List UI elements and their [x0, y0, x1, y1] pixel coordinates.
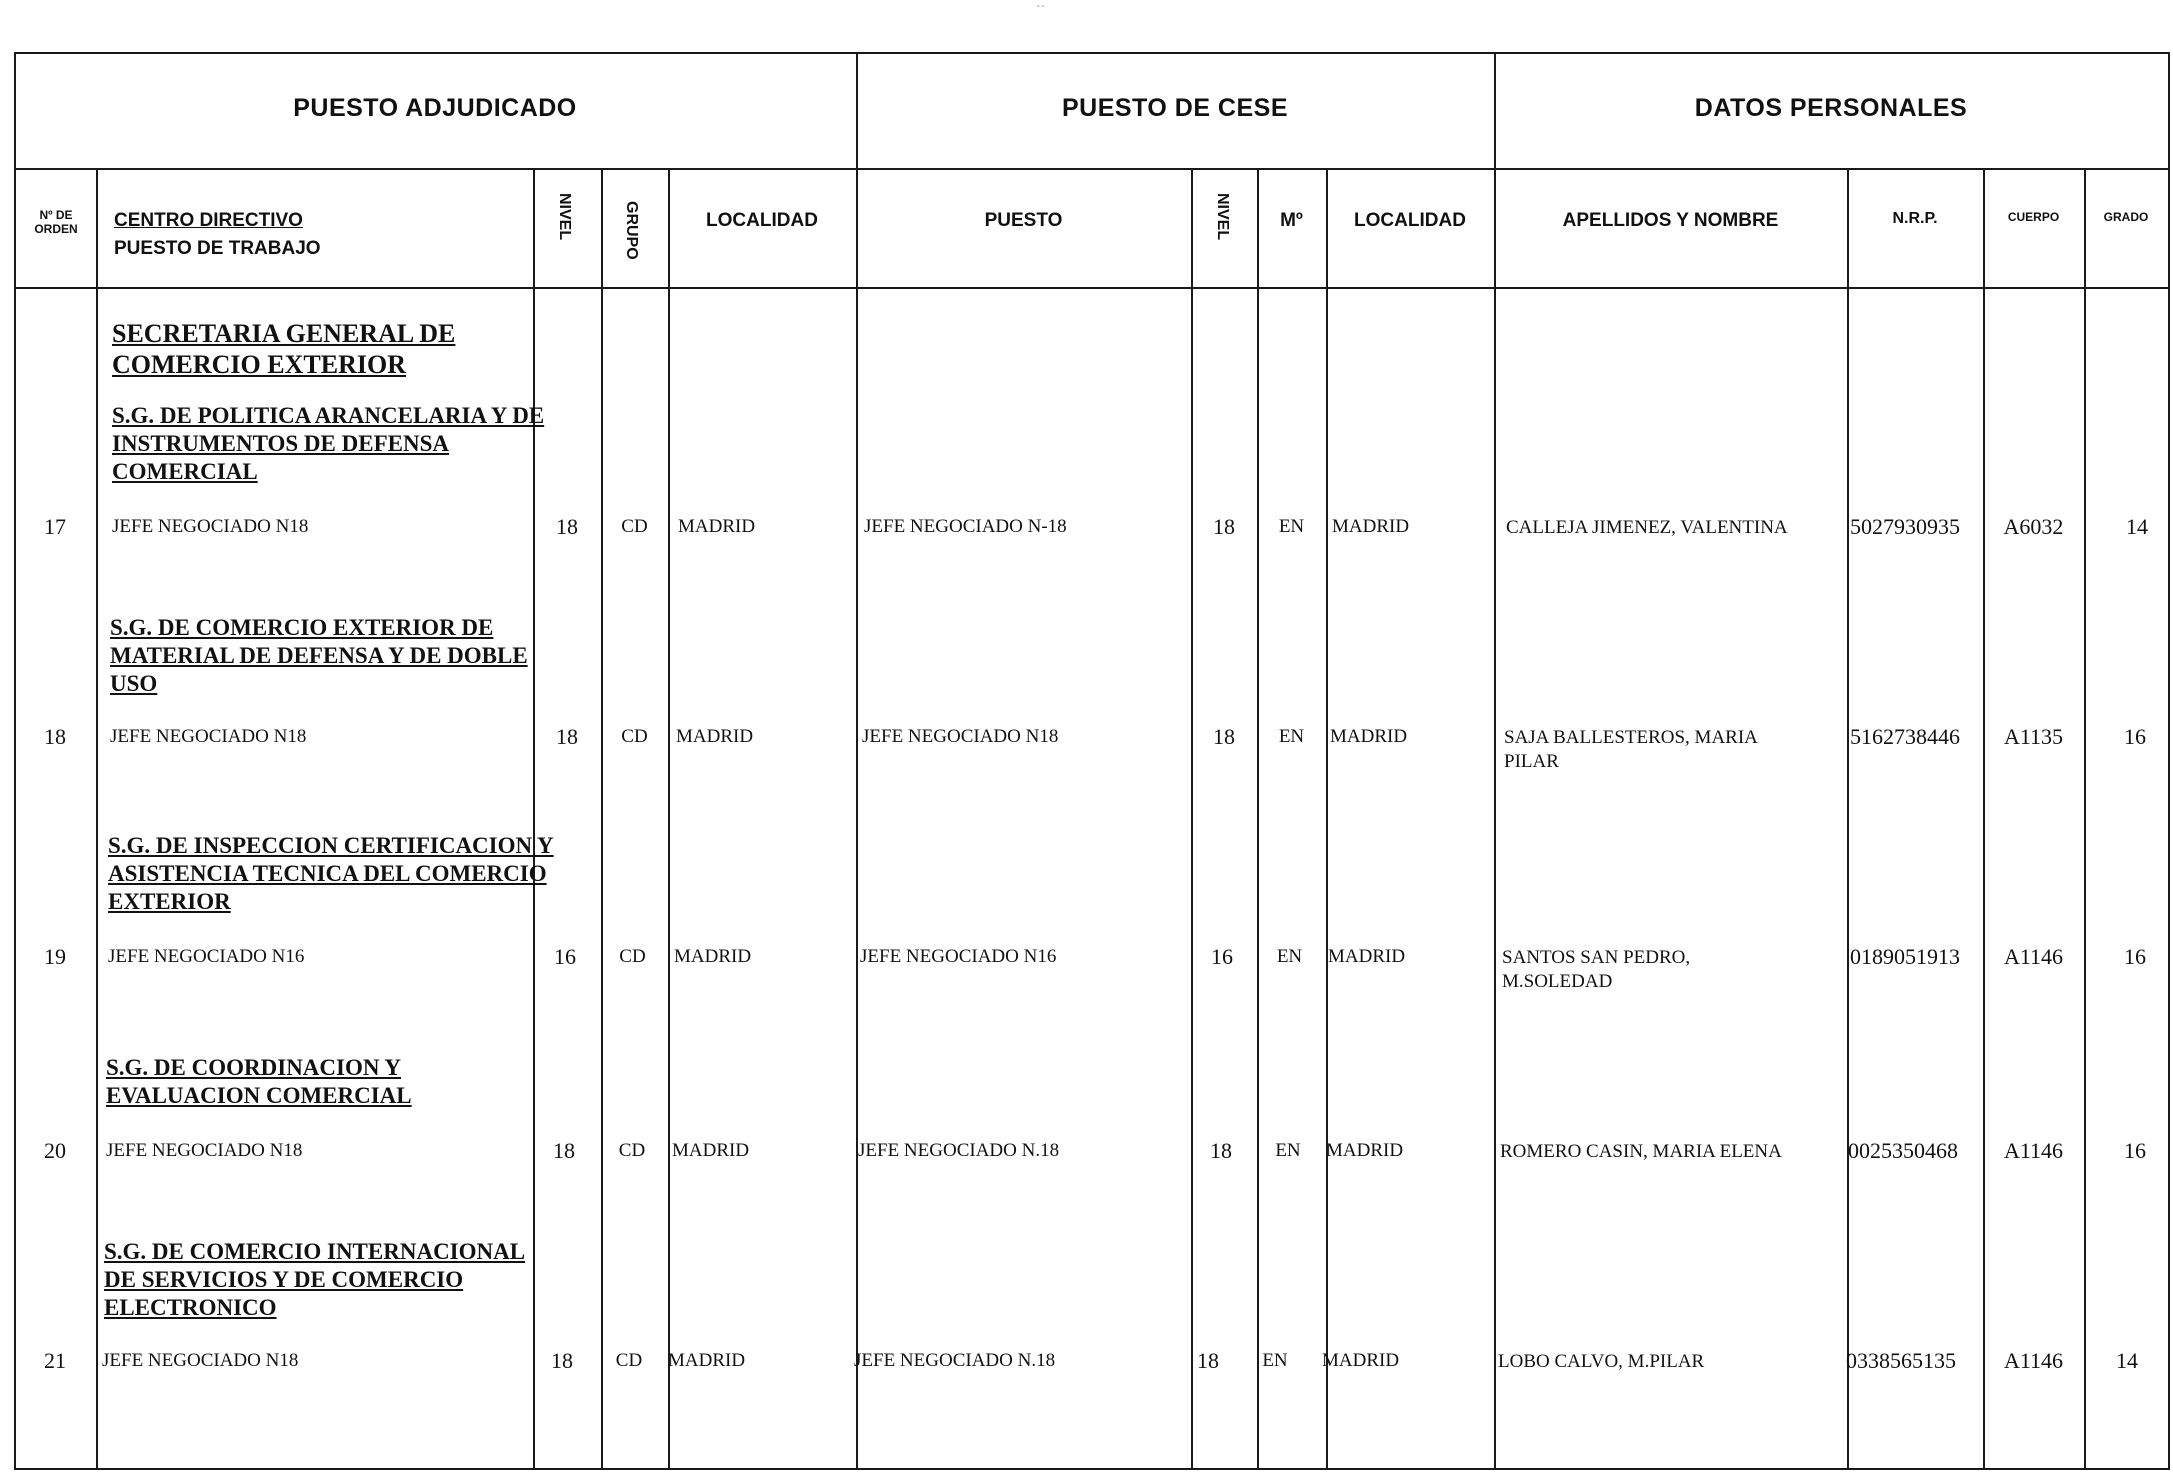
- row-nivel: 16: [554, 944, 576, 969]
- row-localidad: MADRID: [668, 1350, 746, 1371]
- row-nivel-cese: 18: [1210, 1138, 1232, 1163]
- row-nivel: 18: [551, 1348, 573, 1373]
- row-apellidos-nombre: ROMERO CASIN, MARIA ELENA: [1500, 1141, 1782, 1162]
- row-puesto-cese: JEFE NEGOCIADO N18: [862, 726, 1059, 747]
- col-line-cuerpo: [1983, 168, 1985, 1468]
- row-cuerpo: A1146: [2003, 944, 2064, 969]
- row-orden: 20: [44, 1138, 66, 1163]
- table-bottom-border: [14, 1468, 2170, 1470]
- col-header-nivel-cese: NIVEL: [1214, 193, 1231, 241]
- table-top-border: [14, 52, 2170, 54]
- row-nivel-cese: 18: [1213, 724, 1235, 749]
- row-orden: 19: [44, 944, 66, 969]
- col-header-nrp: N.R.P.: [1892, 210, 1938, 227]
- row-nrp: 0025350468: [1848, 1138, 1958, 1163]
- row-ministerio: EN: [1278, 516, 1305, 537]
- row-grado: 14: [2116, 1348, 2138, 1373]
- col-line-nivel: [533, 168, 535, 1468]
- section-divider-2: [1494, 52, 1496, 1468]
- row-ministerio: EN: [1276, 946, 1303, 967]
- row-nivel-cese: 18: [1213, 514, 1235, 539]
- row-localidad: MADRID: [676, 726, 754, 747]
- col-header-localidad: LOCALIDAD: [706, 210, 818, 231]
- col-header-cuerpo: CUERPO: [2007, 210, 2060, 224]
- row-cuerpo: A1146: [2003, 1348, 2064, 1373]
- row-department: S.G. DE COMERCIO INTERNACIONAL DE SERVICIOS Y DE COMERCIO ELECTRONICO: [104, 1239, 526, 1320]
- col-line-nrp: [1847, 168, 1849, 1468]
- row-grado: 16: [2124, 944, 2146, 969]
- row-ministerio: EN: [1278, 726, 1305, 747]
- row-grupo: CD: [621, 726, 648, 747]
- row-grupo: CD: [618, 1140, 646, 1161]
- col-line-ministerio: [1257, 168, 1259, 1468]
- col-header-centro-directivo: CENTRO DIRECTIVO: [114, 210, 303, 231]
- col-header-ministerio: Mº: [1280, 210, 1303, 231]
- row-grupo: CD: [615, 1350, 643, 1371]
- row-nivel: 18: [556, 724, 578, 749]
- col-header-nivel: NIVEL: [556, 193, 573, 241]
- row-puesto-trabajo: JEFE NEGOCIADO N18: [106, 1140, 303, 1161]
- col-line-orden: [96, 168, 98, 1468]
- row-grupo: CD: [621, 516, 648, 537]
- col-line-localidad: [668, 168, 670, 1468]
- section-divider-1: [856, 52, 858, 1468]
- row-ministerio: EN: [1275, 1140, 1301, 1161]
- row-localidad-cese: MADRID: [1322, 1350, 1400, 1371]
- row-puesto-trabajo: JEFE NEGOCIADO N18: [102, 1350, 299, 1371]
- col-header-localidad-cese: LOCALIDAD: [1354, 210, 1466, 231]
- row-department: S.G. DE POLITICA ARANCELARIA Y DE INSTRUMENTOS DE DEFENSA COMERCIAL: [112, 403, 545, 484]
- row-orden: 17: [44, 514, 66, 539]
- row-localidad-cese: MADRID: [1332, 516, 1410, 537]
- row-ministerio: EN: [1262, 1350, 1288, 1371]
- col-header-puesto-trabajo: PUESTO DE TRABAJO: [114, 238, 321, 259]
- row-grado: 16: [2124, 724, 2146, 749]
- row-localidad-cese: MADRID: [1328, 946, 1406, 967]
- row-localidad-cese: MADRID: [1330, 726, 1408, 747]
- col-line-grupo: [601, 168, 603, 1468]
- row-apellidos-nombre: LOBO CALVO, M.PILAR: [1498, 1351, 1705, 1372]
- row-department: S.G. DE COMERCIO EXTERIOR DE MATERIAL DE DEFENSA Y DE DOBLE USO: [110, 615, 528, 696]
- row-grupo: CD: [619, 946, 646, 967]
- row-nivel-cese: 16: [1211, 944, 1233, 969]
- section-puesto-cese: PUESTO DE CESE: [1061, 94, 1289, 122]
- col-header-grado: GRADO: [2103, 210, 2149, 224]
- row-nrp: 5027930935: [1850, 514, 1960, 539]
- row-cuerpo: A1135: [2003, 724, 2064, 749]
- row-nivel: 18: [556, 514, 578, 539]
- row-localidad-cese: MADRID: [1326, 1140, 1404, 1161]
- col-line-localidad-cese: [1326, 168, 1328, 1468]
- row-nrp: 0338565135: [1846, 1348, 1956, 1373]
- top-department: SECRETARIA GENERAL DE COMERCIO EXTERIOR: [112, 319, 456, 379]
- table-right-border: [2168, 52, 2170, 1468]
- col-header-grupo: GRUPO: [623, 200, 640, 260]
- row-nrp: 5162738446: [1850, 724, 1960, 749]
- row-apellidos-nombre: SAJA BALLESTEROS, MARIA PILAR: [1504, 727, 1757, 772]
- row-puesto-cese: JEFE NEGOCIADO N.18: [858, 1140, 1060, 1161]
- row-cuerpo: A6032: [2003, 514, 2064, 539]
- row-apellidos-nombre: SANTOS SAN PEDRO, M.SOLEDAD: [1502, 947, 1691, 992]
- row-localidad: MADRID: [672, 1140, 750, 1161]
- row-cuerpo: A1146: [2003, 1138, 2064, 1163]
- section-puesto-adjudicado: PUESTO ADJUDICADO: [293, 94, 577, 122]
- section-datos-personales: DATOS PERSONALES: [1694, 94, 1968, 122]
- row-department: S.G. DE INSPECCION CERTIFICACION Y ASISTENCIA TECNICA DEL COMERCIO EXTERIOR: [108, 833, 554, 914]
- table-left-border: [14, 52, 16, 1468]
- row-nivel-cese: 18: [1197, 1348, 1219, 1373]
- col-line-grado: [2084, 168, 2086, 1468]
- row-nivel: 18: [553, 1138, 575, 1163]
- row-puesto-cese: JEFE NEGOCIADO N16: [860, 946, 1057, 967]
- row-localidad: MADRID: [674, 946, 752, 967]
- row-nrp: 0189051913: [1850, 944, 1960, 969]
- scan-mark: ··: [1036, 0, 1046, 15]
- row-orden: 18: [44, 724, 66, 749]
- row-puesto-trabajo: JEFE NEGOCIADO N16: [108, 946, 305, 967]
- row-grado: 14: [2126, 514, 2148, 539]
- col-header-orden: Nº DE ORDEN: [34, 208, 78, 236]
- col-header-puesto: PUESTO: [984, 210, 1063, 231]
- col-line-nivel-cese: [1191, 168, 1193, 1468]
- row-department: S.G. DE COORDINACION Y EVALUACION COMERCIAL: [106, 1055, 412, 1108]
- row-puesto-trabajo: JEFE NEGOCIADO N18: [110, 726, 307, 747]
- row-puesto-cese: JEFE NEGOCIADO N.18: [854, 1350, 1056, 1371]
- row-orden: 21: [44, 1348, 66, 1373]
- row-apellidos-nombre: CALLEJA JIMENEZ, VALENTINA: [1506, 517, 1788, 538]
- row-puesto-trabajo: JEFE NEGOCIADO N18: [112, 516, 309, 537]
- row-grado: 16: [2124, 1138, 2146, 1163]
- row-puesto-cese: JEFE NEGOCIADO N-18: [864, 516, 1067, 537]
- row-localidad: MADRID: [678, 516, 756, 537]
- col-header-apellidos-nombre: APELLIDOS Y NOMBRE: [1562, 210, 1779, 231]
